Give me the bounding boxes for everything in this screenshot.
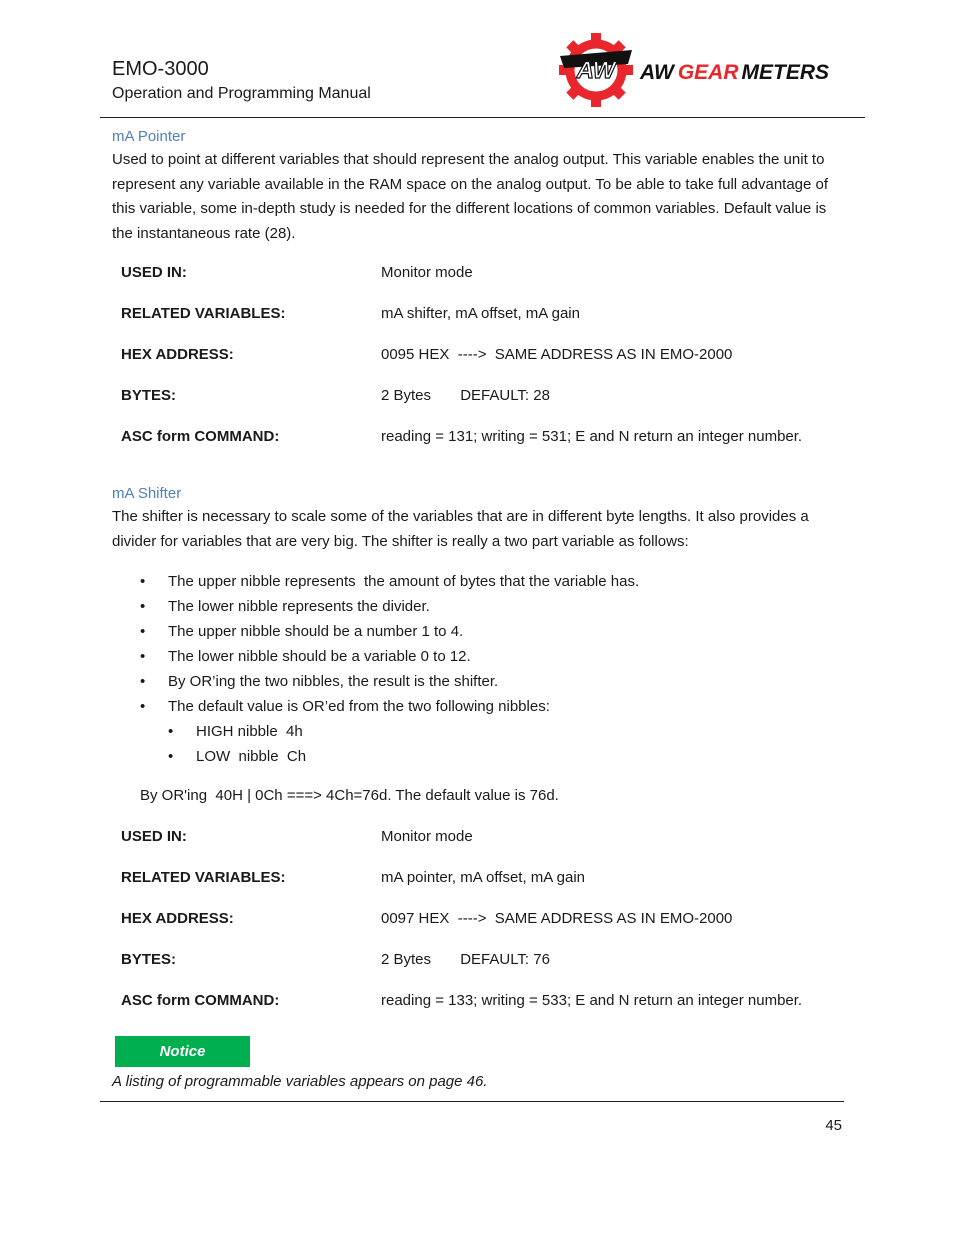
row-value: 0095 HEX ----> SAME ADDRESS AS IN EMO-2000	[381, 346, 733, 363]
ma-shifter-example: By OR'ing 40H | 0Ch ===> 4Ch=76d. The default value is 76d.	[140, 787, 559, 804]
ma-pointer-used-in-row	[121, 263, 841, 283]
list-item: • The lower nibble represents the divider.	[140, 598, 430, 615]
bullet-icon: •	[168, 723, 174, 740]
row-label: BYTES:	[121, 951, 177, 968]
row-label: ASC form COMMAND:	[121, 428, 280, 445]
row-value: reading = 133; writing = 533; E and N return an integer number.	[381, 992, 803, 1009]
notice-text: A listing of programmable variables appears on page 46.	[112, 1073, 488, 1090]
row-value: reading = 131; writing = 531; E and N return an integer number.	[381, 428, 803, 445]
row-label: HEX ADDRESS:	[121, 346, 234, 363]
list-item: • The upper nibble represents the amount of bytes that the variable has.	[140, 573, 640, 590]
row-value: 2 Bytes DEFAULT: 28	[381, 387, 550, 404]
row-label: ASC form COMMAND:	[121, 992, 280, 1009]
footer-divider	[100, 1101, 844, 1102]
list-item: • The default value is OR’ed from the two following nibbles:	[140, 698, 550, 715]
section-heading-ma-shifter: mA Shifter	[112, 485, 182, 502]
bullet-icon: •	[140, 673, 146, 690]
ma-pointer-description: Used to point at different variables that should represent the analog output. This variable enables the unit to represent any variable available in the RAM space on the analog output. To be able to take full advantage of this variable, some in-depth study is needed for the different locations of common variables. Default value is the instantaneous rate (28).	[112, 151, 829, 242]
brand-wordmark: AW GEAR METERS	[640, 61, 830, 84]
sub-list-item: • LOW nibble Ch	[168, 748, 307, 765]
bullet-icon: •	[140, 623, 146, 640]
header-divider	[100, 117, 865, 118]
row-value: mA pointer, mA offset, mA gain	[381, 869, 586, 886]
notice-badge: Notice	[115, 1036, 250, 1067]
list-item: • The lower nibble should be a variable 0 to 12.	[140, 648, 471, 665]
row-value: 0097 HEX ----> SAME ADDRESS AS IN EMO-2000	[381, 910, 733, 927]
bullet-icon: •	[140, 698, 146, 715]
ma-pointer-hex-address-row	[121, 345, 841, 365]
bullet-icon: •	[140, 598, 146, 615]
ma-shifter-description: The shifter is necessary to scale some of the variables that are in different byte lengths. It also provides a divider for variables that are very big. The shifter is really a two part variable as follows:	[112, 508, 809, 550]
row-value: Monitor mode	[381, 264, 473, 281]
row-label: USED IN:	[121, 828, 187, 845]
ma-shifter-used-in-row	[121, 827, 841, 847]
row-value: mA shifter, mA offset, mA gain	[381, 305, 580, 322]
row-label: HEX ADDRESS:	[121, 910, 234, 927]
gear-icon	[559, 33, 633, 107]
section-heading-ma-pointer: mA Pointer	[112, 128, 186, 145]
page-number: 45	[825, 1117, 842, 1134]
row-value: 2 Bytes DEFAULT: 76	[381, 951, 550, 968]
list-item: • By OR’ing the two nibbles, the result is the shifter.	[140, 673, 499, 690]
aw-gear-meters-logo	[556, 28, 846, 108]
ma-shifter-related-variables-row	[121, 868, 841, 888]
document-subtitle: Operation and Programming Manual	[112, 85, 371, 102]
list-item: • The upper nibble should be a number 1 to 4.	[140, 623, 464, 640]
bullet-icon: •	[140, 648, 146, 665]
row-label: RELATED VARIABLES:	[121, 305, 286, 322]
row-label: BYTES:	[121, 387, 177, 404]
ma-shifter-bytes-row	[121, 950, 841, 970]
document-title: EMO-3000	[112, 58, 209, 80]
sub-list-item: • HIGH nibble 4h	[168, 723, 303, 740]
ma-pointer-related-variables-row	[121, 304, 841, 324]
ma-pointer-bytes-row	[121, 386, 841, 406]
row-value: Monitor mode	[381, 828, 473, 845]
ma-shifter-asc-command-row	[121, 991, 841, 1011]
ma-pointer-asc-command-row	[121, 427, 841, 447]
row-label: RELATED VARIABLES:	[121, 869, 286, 886]
svg-text:AW: AW	[576, 57, 616, 84]
ma-shifter-hex-address-row	[121, 909, 841, 929]
bullet-icon: •	[140, 573, 146, 590]
row-label: USED IN:	[121, 264, 187, 281]
bullet-icon: •	[168, 748, 174, 765]
